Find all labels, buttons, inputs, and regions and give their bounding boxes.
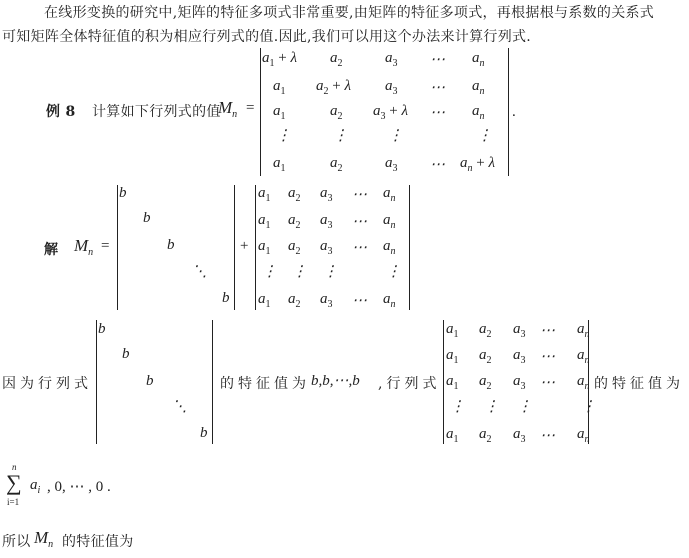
solution-label: 解 [44, 242, 59, 258]
diag-det-2-left-bar [96, 320, 97, 444]
sum-rest: , 0, ⋯ , 0 . [47, 479, 111, 495]
eigen-text-2: 的特征值为 [594, 376, 684, 392]
eigen-text-1: 的特征值为 [220, 376, 310, 392]
intro-line-2: 可知矩阵全体特征值的积为相应行列式的值.因此,我们可以用这个办法来计算行列式. [2, 29, 532, 45]
solution-equals: = [101, 238, 110, 254]
example-text: 计算如下行列式的值 [92, 104, 221, 120]
sum-lower-limit: i=1 [7, 497, 20, 507]
sum-upper-limit: n [12, 462, 17, 472]
eigen-values: b,b,⋯,b [311, 373, 360, 389]
example-det-right-bar [508, 48, 509, 176]
example-det-left-bar [260, 48, 261, 176]
a-det-2-left-bar [443, 320, 444, 444]
because-text: 因为行列式 [2, 376, 92, 392]
comma-det-text: ,行列式 [378, 376, 441, 392]
last-line-post: 的特征值为 [62, 534, 134, 550]
intro-line-1: 在线形变换的研究中,矩阵的特征多项式非常重要,由矩阵的特征多项式，再根据根与系数的关系式 [44, 5, 655, 21]
a-det-1-left-bar [255, 185, 256, 310]
sum-term: $a_i$ [30, 477, 41, 496]
last-line-Mn: $M_n$ [34, 528, 54, 550]
diag-det-1-left-bar [117, 185, 118, 310]
diag-det-2-right-bar [212, 320, 213, 444]
solution-Mn: $M_n$ [74, 236, 94, 258]
example-Mn: $M_n$ [218, 98, 238, 120]
solution-plus: + [240, 238, 249, 254]
sum-sign: ∑ [6, 470, 22, 495]
example-period: . [512, 104, 516, 120]
diag-det-1-right-bar [234, 185, 235, 310]
example-equals: = [246, 100, 255, 116]
example-label: 例 8 [46, 104, 76, 120]
last-line-pre: 所以 [2, 534, 31, 550]
a-det-1-right-bar [409, 185, 410, 310]
